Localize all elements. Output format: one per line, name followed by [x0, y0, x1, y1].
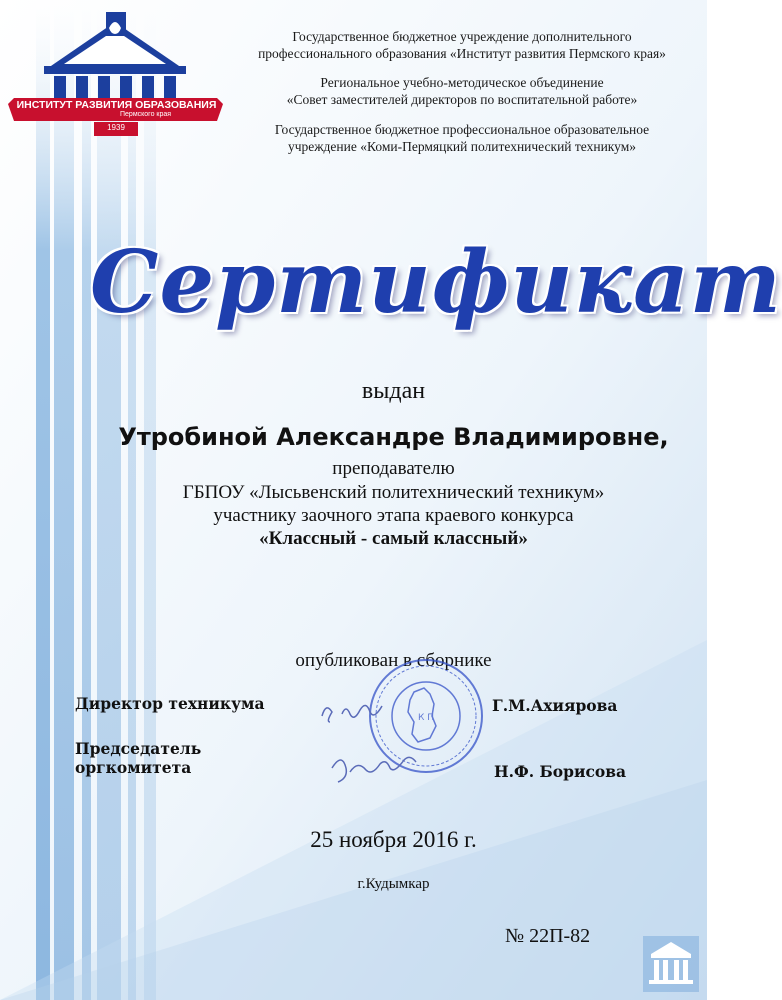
header-org-1-line-1: Государственное бюджетное учреждение дополнительного — [292, 29, 632, 44]
certificate-number: № 22П-82 — [505, 925, 591, 947]
director-signature-icon — [318, 694, 408, 730]
contest-name: «Классный - самый классный» — [259, 528, 528, 549]
logo-region: Пермского края — [120, 111, 172, 118]
recipient-role: преподавателю — [332, 458, 455, 479]
header-org-3-line-2: учреждение «Коми-Пермяцкий политехнический техникум» — [287, 139, 637, 154]
director-name: Г.М.Ахиярова — [492, 696, 618, 715]
chair-label — [75, 739, 201, 777]
header-org-1-line-2: профессионального образования «Институт развития Пермского края» — [258, 46, 666, 61]
chair-label-line-1: Председатель — [75, 739, 202, 758]
participant-text: участнику заочного этапа краевого конкурса — [213, 505, 574, 526]
header-org-3-line-1: Государственное бюджетное профессиональное образовательное — [274, 122, 650, 137]
chair-name: Н.Ф. Борисова — [494, 762, 627, 781]
issue-city: г.Кудымкар — [357, 876, 430, 892]
issue-date: 25 ноября 2016 г. — [310, 827, 477, 852]
chair-label-line-2: оргкомитета — [75, 758, 192, 777]
chair-signature-icon — [328, 748, 438, 788]
institute-logo-icon — [8, 8, 223, 138]
certificate-title: Сертификат — [90, 232, 782, 333]
recipient-name: Утробиной Александре Владимировне, — [118, 423, 669, 451]
recipient-organization: ГБПОУ «Лысьвенский политехнический техникум» — [182, 482, 605, 503]
director-label: Директор техникума — [75, 694, 265, 713]
svg-text:К П: К П — [417, 713, 435, 723]
header-org-3 — [232, 121, 692, 155]
issued-text: выдан — [361, 378, 426, 404]
logo-year: 1939 — [107, 123, 125, 132]
published-text: опубликован в сборнике — [295, 650, 492, 671]
header-org-2-line-2: «Совет заместителей директоров по воспитательной работе» — [286, 92, 638, 107]
header-org-1 — [232, 28, 692, 62]
logo-title: ИНСТИТУТ РАЗВИТИЯ ОБРАЗОВАНИЯ — [16, 99, 217, 111]
header-org-2 — [232, 74, 692, 108]
header-org-2-line-1: Региональное учебно-методическое объединение — [320, 75, 604, 90]
building-pk-icon — [643, 936, 699, 992]
